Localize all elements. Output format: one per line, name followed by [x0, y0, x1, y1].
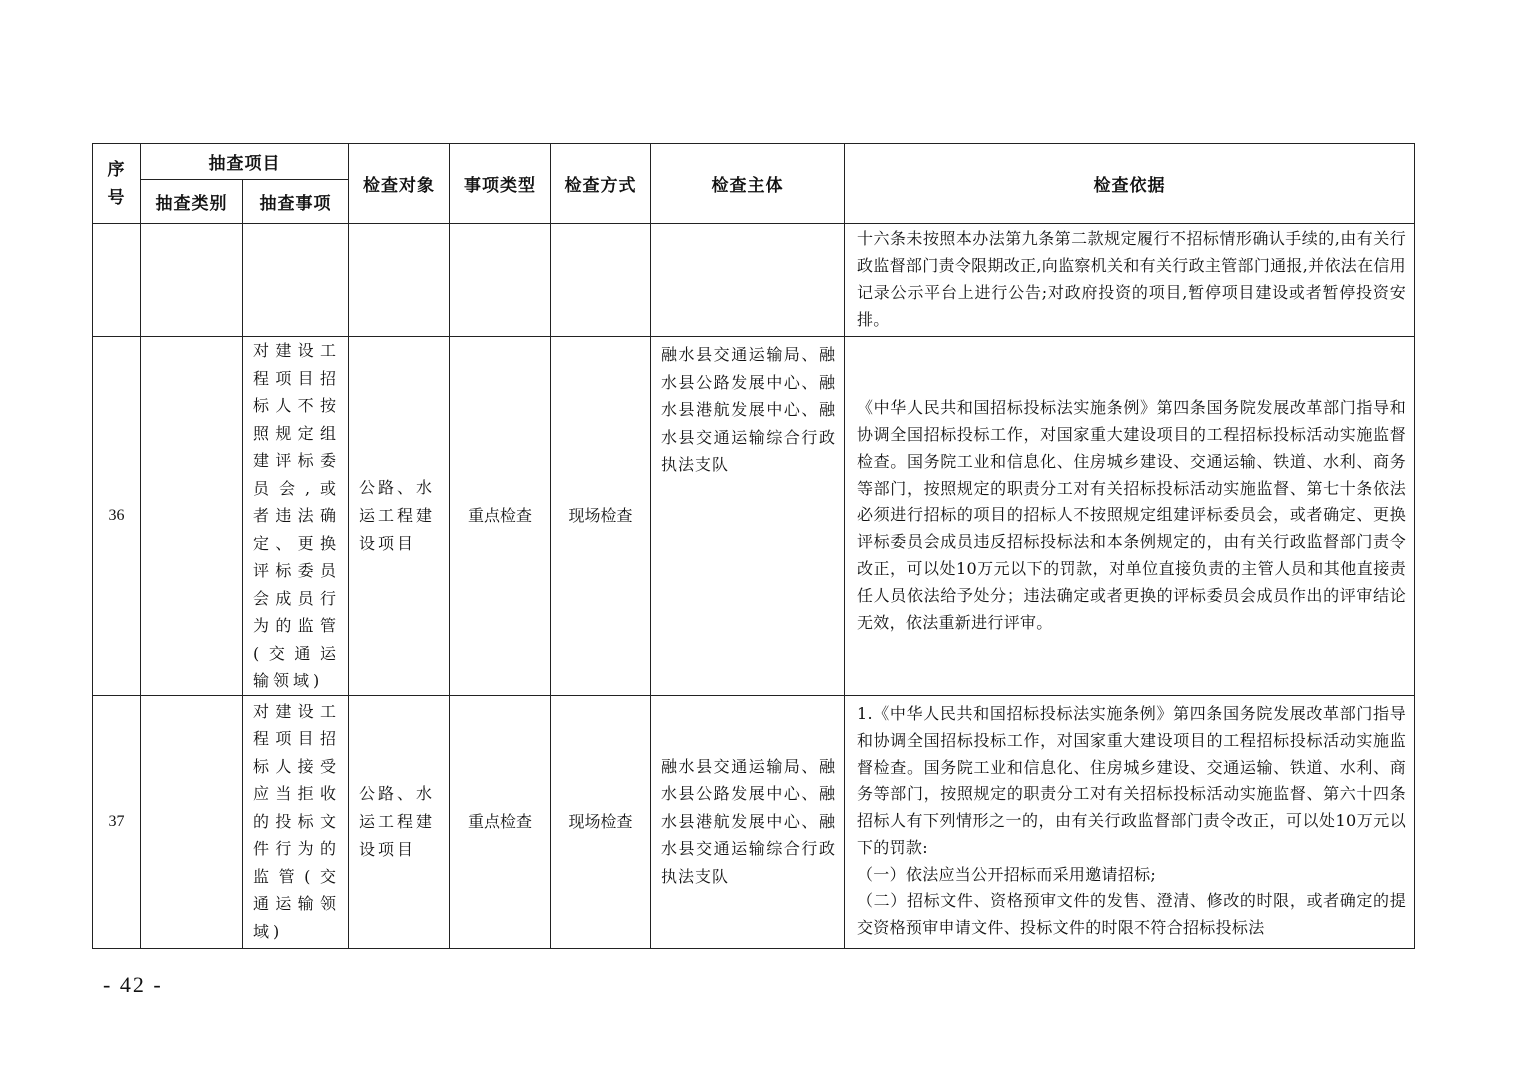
row-matter: 对建设工程项目招标人不按照规定组建评标委员会,或者违法确定、更换评标委员会成员行为的监管(交通运输领域) — [243, 337, 349, 696]
row-basis — [845, 695, 1415, 948]
header-row-1 — [93, 144, 1415, 180]
row-object — [349, 224, 450, 337]
row-type — [450, 224, 551, 337]
header-seq-char-1: 序 — [107, 159, 126, 180]
header-check-subject: 检查主体 — [651, 144, 845, 224]
header-seq-char-2: 号 — [107, 187, 126, 208]
row-method — [551, 224, 651, 337]
header-check-category: 抽查类别 — [141, 180, 243, 224]
table-row — [93, 695, 1415, 948]
row-basis — [845, 337, 1415, 696]
header-check-basis: 检查依据 — [845, 144, 1415, 224]
basis-paragraph: 《中华人民共和国招标投标法实施条例》第四条国务院发展改革部门指导和协调全国招标投标工作，对国家重大建设项目的工程招标投标活动实施监督检查。国务院工业和信息化、住房城乡建设、交通运输、铁道、水利、商务等部门，按照规定的职责分工对有关招标投标活动实施监督、第七十条依法必须进行招标的项目的招标人不按照规定组建评标委员会，或者确定、更换评标委员会成员违反招标投标法和本条例规定的，由有关行政监督部门责令改正，可以处10万元以下的罚款，对单位直接负责的主管人员和其他直接责任人员依法给予处分；违法确定或者更换的评标委员会成员作出的评审结论无效，依法重新进行评审。 — [857, 398, 1406, 632]
row-seq — [93, 224, 141, 337]
row-method: 现场检查 — [551, 695, 651, 948]
header-check-object: 检查对象 — [349, 144, 450, 224]
row-subject: 融水县交通运输局、融水县公路发展中心、融水县港航发展中心、融水县交通运输综合行政执法支队 — [651, 695, 845, 948]
basis-paragraph: （二）招标文件、资格预审文件的发售、澄清、修改的时限，或者确定的提交资格预审申请文件、投标文件的时限不符合招标投标法 — [857, 891, 1406, 938]
row-object: 公路、水运工程建设项目 — [349, 337, 450, 696]
row-matter: 对建设工程项目招标人接受应当拒收的投标文件行为的监管(交通运输领域) — [243, 695, 349, 948]
row-method: 现场检查 — [551, 337, 651, 696]
row-subject: 融水县交通运输局、融水县公路发展中心、融水县港航发展中心、融水县交通运输综合行政执法支队 — [651, 337, 845, 696]
header-check-matter: 抽查事项 — [243, 180, 349, 224]
row-category — [141, 337, 243, 696]
row-type: 重点检查 — [450, 337, 551, 696]
header-check-item-group: 抽查项目 — [141, 144, 349, 180]
row-category — [141, 224, 243, 337]
row-seq: 37 — [93, 695, 141, 948]
row-seq: 36 — [93, 337, 141, 696]
row-type: 重点检查 — [450, 695, 551, 948]
table-row — [93, 337, 1415, 696]
inspection-table — [92, 143, 1415, 949]
row-object: 公路、水运工程建设项目 — [349, 695, 450, 948]
basis-paragraph: 十六条未按照本办法第九条第二款规定履行不招标情形确认手续的,由有关行政监督部门责令限期改正,向监察机关和有关行政主管部门通报,并依法在信用记录公示平台上进行公告;对政府投资的项目,暂停项目建设或者暂停投资安排。 — [857, 229, 1406, 329]
header-seq — [93, 144, 141, 224]
basis-paragraph: 1.《中华人民共和国招标投标法实施条例》第四条国务院发展改革部门指导和协调全国招标投标工作，对国家重大建设项目的工程招标投标活动实施监督检查。国务院工业和信息化、住房城乡建设、交通运输、铁道、水利、商务等部门，按照规定的职责分工对有关招标投标活动实施监督、第六十四条招标人有下列情形之一的，由有关行政监督部门责令改正，可以处10万元以下的罚款: — [857, 703, 1406, 857]
basis-paragraph: （一）依法应当公开招标而采用邀请招标; — [857, 864, 1157, 884]
row-category — [141, 695, 243, 948]
page-number: - 42 - — [103, 972, 163, 997]
header-check-method: 检查方式 — [551, 144, 651, 224]
row-subject — [651, 224, 845, 337]
row-basis — [845, 224, 1415, 337]
row-matter — [243, 224, 349, 337]
header-matter-type: 事项类型 — [450, 144, 551, 224]
table-row — [93, 224, 1415, 337]
